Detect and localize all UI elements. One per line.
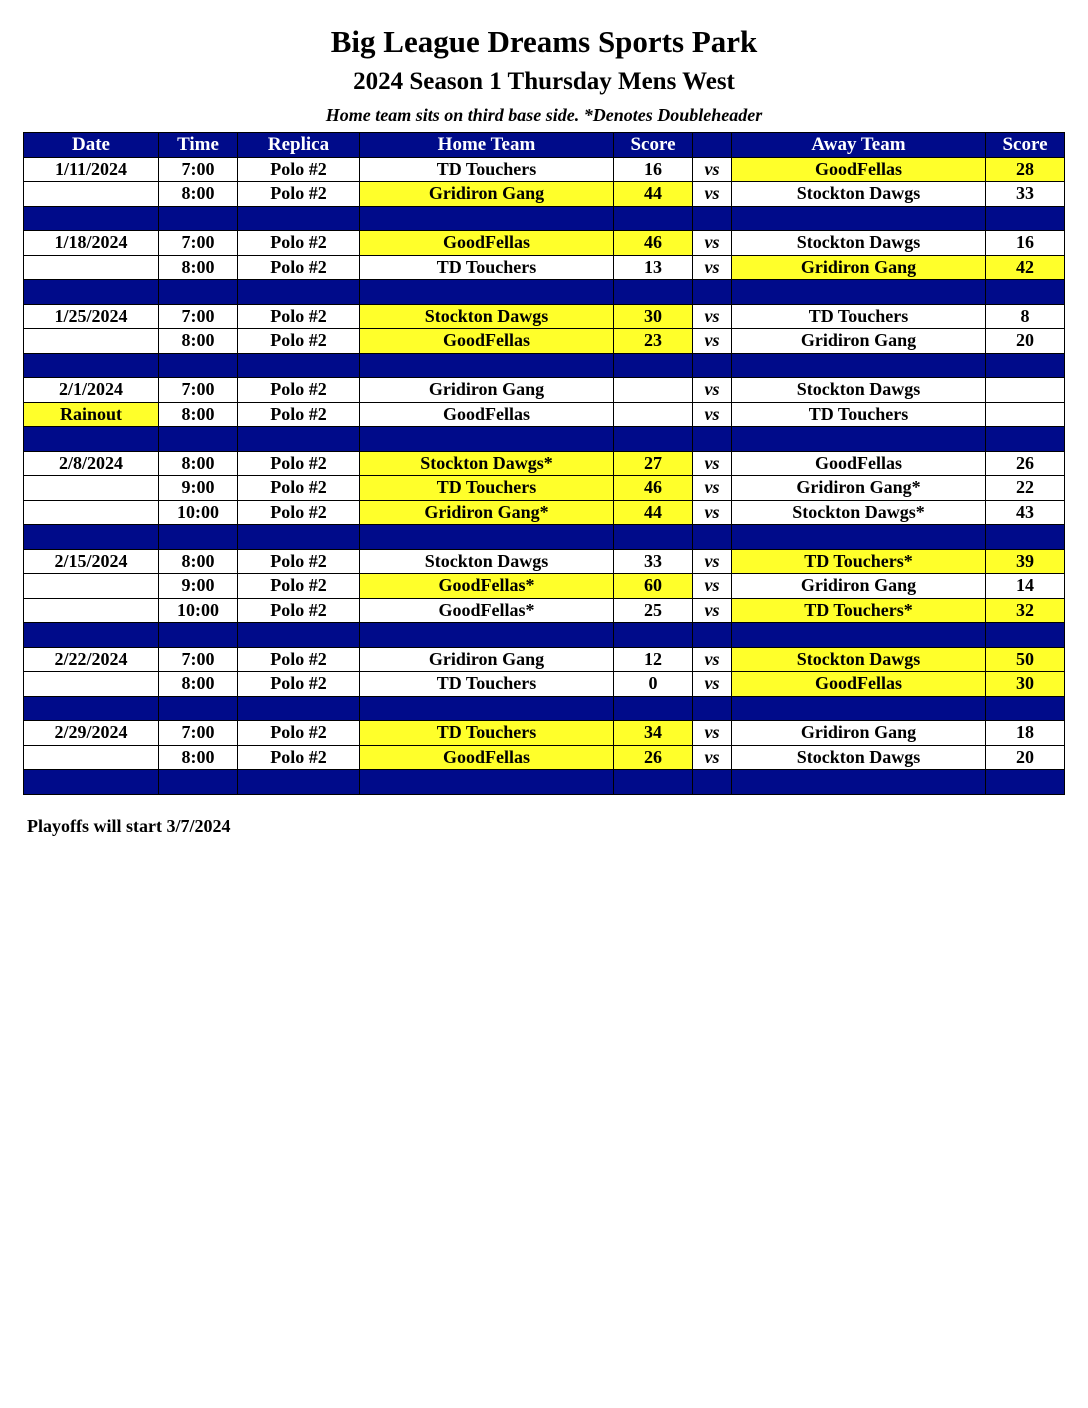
- away-team: TD Touchers*: [732, 598, 986, 623]
- home-score: [614, 402, 693, 427]
- away-team: TD Touchers: [732, 304, 986, 329]
- separator-cell: [159, 696, 238, 721]
- away-team: GoodFellas: [732, 157, 986, 182]
- away-score: 42: [986, 255, 1065, 280]
- game-date: 2/15/2024: [24, 549, 159, 574]
- week-separator-row: [24, 623, 1065, 648]
- home-team: TD Touchers: [360, 476, 614, 501]
- game-time: 10:00: [159, 598, 238, 623]
- col-vs: [693, 133, 732, 158]
- game-date: [24, 574, 159, 599]
- game-time: 8:00: [159, 549, 238, 574]
- home-team: Stockton Dawgs: [360, 549, 614, 574]
- home-team: Stockton Dawgs*: [360, 451, 614, 476]
- separator-cell: [614, 427, 693, 452]
- away-score: 28: [986, 157, 1065, 182]
- separator-cell: [360, 770, 614, 795]
- game-row: [24, 500, 1065, 525]
- game-date: [24, 598, 159, 623]
- vs-label: vs: [693, 378, 732, 403]
- col-date: Date: [24, 133, 159, 158]
- home-team: GoodFellas: [360, 329, 614, 354]
- vs-label: vs: [693, 451, 732, 476]
- game-time: 8:00: [159, 745, 238, 770]
- game-row: [24, 647, 1065, 672]
- separator-cell: [693, 206, 732, 231]
- home-score: 44: [614, 500, 693, 525]
- home-score: 46: [614, 476, 693, 501]
- game-row: [24, 745, 1065, 770]
- separator-cell: [159, 623, 238, 648]
- home-team: Gridiron Gang: [360, 647, 614, 672]
- game-time: 8:00: [159, 329, 238, 354]
- game-date: [24, 672, 159, 697]
- doubleheader-note: Home team sits on third base side. *Denotes Doubleheader: [325, 105, 763, 125]
- game-field: Polo #2: [238, 549, 360, 574]
- game-date: 2/8/2024: [24, 451, 159, 476]
- separator-cell: [360, 427, 614, 452]
- home-team: Gridiron Gang: [360, 182, 614, 207]
- game-field: Polo #2: [238, 231, 360, 256]
- separator-cell: [986, 770, 1065, 795]
- separator-cell: [360, 623, 614, 648]
- separator-cell: [24, 206, 159, 231]
- game-row: [24, 304, 1065, 329]
- separator-cell: [732, 353, 986, 378]
- vs-label: vs: [693, 255, 732, 280]
- game-time: 8:00: [159, 182, 238, 207]
- vs-label: vs: [693, 500, 732, 525]
- separator-cell: [693, 353, 732, 378]
- separator-cell: [986, 427, 1065, 452]
- home-team: Gridiron Gang: [360, 378, 614, 403]
- game-time: 7:00: [159, 378, 238, 403]
- home-score: 26: [614, 745, 693, 770]
- separator-cell: [614, 696, 693, 721]
- game-date: 1/11/2024: [24, 157, 159, 182]
- home-team: GoodFellas*: [360, 574, 614, 599]
- separator-cell: [732, 427, 986, 452]
- home-score: 16: [614, 157, 693, 182]
- page-title: Big League Dreams Sports Park: [330, 24, 758, 59]
- away-score: 16: [986, 231, 1065, 256]
- vs-label: vs: [693, 182, 732, 207]
- col-home-score: Score: [614, 133, 693, 158]
- game-field: Polo #2: [238, 500, 360, 525]
- separator-cell: [693, 525, 732, 550]
- away-team: Stockton Dawgs: [732, 745, 986, 770]
- vs-label: vs: [693, 231, 732, 256]
- col-replica: Replica: [238, 133, 360, 158]
- away-team: Gridiron Gang: [732, 721, 986, 746]
- away-team: TD Touchers: [732, 402, 986, 427]
- separator-cell: [24, 623, 159, 648]
- separator-cell: [614, 770, 693, 795]
- home-team: TD Touchers: [360, 721, 614, 746]
- game-field: Polo #2: [238, 182, 360, 207]
- game-field: Polo #2: [238, 329, 360, 354]
- home-team: GoodFellas: [360, 402, 614, 427]
- game-row: [24, 549, 1065, 574]
- separator-cell: [732, 623, 986, 648]
- separator-cell: [159, 525, 238, 550]
- separator-cell: [238, 525, 360, 550]
- vs-label: vs: [693, 647, 732, 672]
- away-score: 33: [986, 182, 1065, 207]
- away-team: Stockton Dawgs: [732, 378, 986, 403]
- away-team: Stockton Dawgs*: [732, 500, 986, 525]
- game-time: 8:00: [159, 255, 238, 280]
- game-row: [24, 378, 1065, 403]
- week-separator-row: [24, 525, 1065, 550]
- game-field: Polo #2: [238, 476, 360, 501]
- separator-cell: [986, 696, 1065, 721]
- home-team: Stockton Dawgs: [360, 304, 614, 329]
- separator-cell: [238, 206, 360, 231]
- separator-cell: [614, 206, 693, 231]
- separator-cell: [159, 206, 238, 231]
- home-team: GoodFellas*: [360, 598, 614, 623]
- separator-cell: [360, 525, 614, 550]
- home-score: 44: [614, 182, 693, 207]
- home-team: TD Touchers: [360, 157, 614, 182]
- game-date: [24, 476, 159, 501]
- away-team: GoodFellas: [732, 451, 986, 476]
- game-row: [24, 451, 1065, 476]
- separator-cell: [238, 353, 360, 378]
- away-score: 22: [986, 476, 1065, 501]
- separator-cell: [986, 353, 1065, 378]
- home-score: 33: [614, 549, 693, 574]
- separator-cell: [159, 353, 238, 378]
- home-team: TD Touchers: [360, 672, 614, 697]
- game-field: Polo #2: [238, 672, 360, 697]
- schedule-table: [23, 132, 1065, 795]
- vs-label: vs: [693, 721, 732, 746]
- home-team: GoodFellas: [360, 745, 614, 770]
- separator-cell: [986, 525, 1065, 550]
- game-row: [24, 157, 1065, 182]
- game-time: 7:00: [159, 231, 238, 256]
- game-row: [24, 182, 1065, 207]
- week-separator-row: [24, 206, 1065, 231]
- game-date: 1/18/2024: [24, 231, 159, 256]
- game-row: [24, 329, 1065, 354]
- week-separator-row: [24, 353, 1065, 378]
- separator-cell: [24, 427, 159, 452]
- col-home-team: Home Team: [360, 133, 614, 158]
- separator-cell: [614, 525, 693, 550]
- game-date: [24, 500, 159, 525]
- separator-cell: [360, 696, 614, 721]
- separator-cell: [614, 623, 693, 648]
- home-score: 23: [614, 329, 693, 354]
- game-field: Polo #2: [238, 157, 360, 182]
- game-field: Polo #2: [238, 574, 360, 599]
- game-date: 2/29/2024: [24, 721, 159, 746]
- away-score: 30: [986, 672, 1065, 697]
- home-team: Gridiron Gang*: [360, 500, 614, 525]
- game-time: 9:00: [159, 476, 238, 501]
- home-score: 30: [614, 304, 693, 329]
- week-separator-row: [24, 770, 1065, 795]
- separator-cell: [24, 770, 159, 795]
- separator-cell: [238, 770, 360, 795]
- home-score: 0: [614, 672, 693, 697]
- away-team: GoodFellas: [732, 672, 986, 697]
- separator-cell: [24, 525, 159, 550]
- separator-cell: [986, 280, 1065, 305]
- home-score: 12: [614, 647, 693, 672]
- separator-cell: [24, 280, 159, 305]
- separator-cell: [159, 280, 238, 305]
- home-team: GoodFellas: [360, 231, 614, 256]
- separator-cell: [24, 696, 159, 721]
- vs-label: vs: [693, 402, 732, 427]
- game-row: [24, 402, 1065, 427]
- separator-cell: [159, 427, 238, 452]
- home-score: [614, 378, 693, 403]
- away-team: Stockton Dawgs: [732, 231, 986, 256]
- vs-label: vs: [693, 549, 732, 574]
- schedule-body: [24, 157, 1065, 794]
- away-team: Gridiron Gang: [732, 255, 986, 280]
- separator-cell: [159, 770, 238, 795]
- vs-label: vs: [693, 304, 732, 329]
- away-score: 32: [986, 598, 1065, 623]
- separator-cell: [360, 280, 614, 305]
- game-time: 10:00: [159, 500, 238, 525]
- vs-label: vs: [693, 598, 732, 623]
- away-team: Gridiron Gang*: [732, 476, 986, 501]
- separator-cell: [614, 353, 693, 378]
- away-score: 18: [986, 721, 1065, 746]
- home-score: 25: [614, 598, 693, 623]
- game-date: [24, 745, 159, 770]
- home-score: 60: [614, 574, 693, 599]
- home-score: 13: [614, 255, 693, 280]
- game-date: [24, 329, 159, 354]
- separator-cell: [238, 280, 360, 305]
- week-separator-row: [24, 280, 1065, 305]
- separator-cell: [732, 770, 986, 795]
- playoffs-note: Playoffs will start 3/7/2024: [27, 816, 231, 836]
- game-row: [24, 672, 1065, 697]
- game-field: Polo #2: [238, 721, 360, 746]
- vs-label: vs: [693, 157, 732, 182]
- separator-cell: [732, 525, 986, 550]
- away-score: 26: [986, 451, 1065, 476]
- separator-cell: [732, 206, 986, 231]
- game-row: [24, 721, 1065, 746]
- game-time: 7:00: [159, 157, 238, 182]
- home-score: 27: [614, 451, 693, 476]
- vs-label: vs: [693, 672, 732, 697]
- game-date: Rainout: [24, 402, 159, 427]
- separator-cell: [986, 623, 1065, 648]
- col-away-team: Away Team: [732, 133, 986, 158]
- separator-cell: [986, 206, 1065, 231]
- separator-cell: [732, 696, 986, 721]
- page-subtitle: 2024 Season 1 Thursday Mens West: [353, 68, 735, 95]
- away-team: Stockton Dawgs: [732, 647, 986, 672]
- away-score: [986, 402, 1065, 427]
- game-row: [24, 476, 1065, 501]
- header-row: [24, 133, 1065, 158]
- game-time: 8:00: [159, 672, 238, 697]
- game-field: Polo #2: [238, 598, 360, 623]
- game-field: Polo #2: [238, 745, 360, 770]
- away-team: TD Touchers*: [732, 549, 986, 574]
- away-score: 20: [986, 745, 1065, 770]
- vs-label: vs: [693, 476, 732, 501]
- game-time: 7:00: [159, 304, 238, 329]
- vs-label: vs: [693, 329, 732, 354]
- col-time: Time: [159, 133, 238, 158]
- home-score: 46: [614, 231, 693, 256]
- game-row: [24, 231, 1065, 256]
- separator-cell: [614, 280, 693, 305]
- separator-cell: [360, 206, 614, 231]
- separator-cell: [238, 696, 360, 721]
- game-time: 7:00: [159, 721, 238, 746]
- away-score: 8: [986, 304, 1065, 329]
- week-separator-row: [24, 696, 1065, 721]
- game-date: 2/22/2024: [24, 647, 159, 672]
- away-score: [986, 378, 1065, 403]
- away-team: Gridiron Gang: [732, 574, 986, 599]
- game-time: 8:00: [159, 402, 238, 427]
- game-field: Polo #2: [238, 402, 360, 427]
- away-score: 39: [986, 549, 1065, 574]
- game-row: [24, 574, 1065, 599]
- separator-cell: [693, 280, 732, 305]
- game-time: 7:00: [159, 647, 238, 672]
- separator-cell: [732, 280, 986, 305]
- home-team: TD Touchers: [360, 255, 614, 280]
- separator-cell: [693, 770, 732, 795]
- col-away-score: Score: [986, 133, 1065, 158]
- game-row: [24, 255, 1065, 280]
- game-date: [24, 182, 159, 207]
- game-date: 2/1/2024: [24, 378, 159, 403]
- separator-cell: [693, 623, 732, 648]
- away-team: Gridiron Gang: [732, 329, 986, 354]
- game-field: Polo #2: [238, 451, 360, 476]
- game-time: 9:00: [159, 574, 238, 599]
- game-row: [24, 598, 1065, 623]
- game-field: Polo #2: [238, 255, 360, 280]
- game-time: 8:00: [159, 451, 238, 476]
- separator-cell: [238, 623, 360, 648]
- game-field: Polo #2: [238, 647, 360, 672]
- week-separator-row: [24, 427, 1065, 452]
- home-score: 34: [614, 721, 693, 746]
- separator-cell: [360, 353, 614, 378]
- away-team: Stockton Dawgs: [732, 182, 986, 207]
- game-date: [24, 255, 159, 280]
- vs-label: vs: [693, 745, 732, 770]
- away-score: 14: [986, 574, 1065, 599]
- vs-label: vs: [693, 574, 732, 599]
- game-field: Polo #2: [238, 304, 360, 329]
- game-field: Polo #2: [238, 378, 360, 403]
- away-score: 20: [986, 329, 1065, 354]
- separator-cell: [24, 353, 159, 378]
- away-score: 43: [986, 500, 1065, 525]
- separator-cell: [693, 427, 732, 452]
- game-date: 1/25/2024: [24, 304, 159, 329]
- away-score: 50: [986, 647, 1065, 672]
- separator-cell: [238, 427, 360, 452]
- separator-cell: [693, 696, 732, 721]
